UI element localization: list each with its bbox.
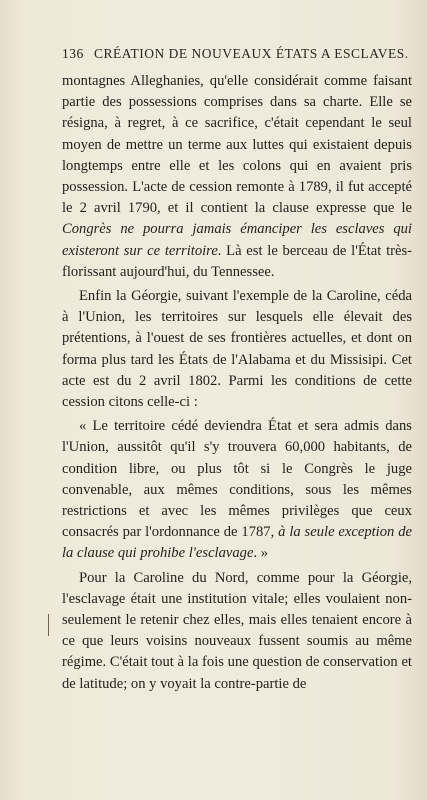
paragraph-1 <box>62 71 412 283</box>
margin-pencil-mark <box>48 614 49 636</box>
emphasized-text: à la seule exception de la clause qui prohibe l'esclavage <box>62 524 412 562</box>
emphasized-text: Congrès ne pourra jamais émanciper les esclaves qui existeront sur ce territoire <box>62 221 412 259</box>
running-title: CRÉATION DE NOUVEAUX ÉTATS A ESCLAVES. <box>94 46 409 61</box>
paragraph-4: Pour la Caroline du Nord, comme pour la Géorgie, l'esclavage était une institution vitale; elles voulaient non-seulement le retenir chez elles, mais elles tenaient encore à ce que leurs voisins nouveaux fussent soumis au même régime. C'était tout à la fois une question de conservation et de latitude; on y voyait la contre-partie de <box>62 569 412 692</box>
paragraph-text: « Le territoire cédé deviendra État et sera admis dans l'Union, aussitôt qu'il s'y trouvera 60,000 habitants, de condition libre, ou plus tôt si le Congrès le juge convenable, aux mêmes conditions, sous les mêmes restrictions et avec les mêmes privilèges que ceux consacrés par l'ordonnance de 1787, <box>62 418 412 541</box>
paragraph-text: montagnes Alleghanies, qu'elle considérait comme faisant partie des possessions comprises dans sa charte. Elle se résigna, à regret, à ce sacrifice, c'était cependant le seul moyen de mettre un terme aux luttes qui existaient depuis longtemps entre elle et les colons qui en avaient pris possession. L'acte de cession remonte à 1789, il fut accepté le 2 avril 1790, et il contient la clause expresse que le <box>62 73 412 217</box>
paragraph-text: . Là est le berceau de l'État très-florissant aujourd'hui, du Tennessee. <box>62 242 412 280</box>
paragraph-3-quote <box>62 416 412 564</box>
page-number: 136 <box>62 46 84 61</box>
paragraph-text: . » <box>253 545 269 562</box>
page-body <box>62 71 412 695</box>
paragraph-2: Enfin la Géorgie, suivant l'exemple de la Caroline, céda à l'Union, les territoires sur lesquels elle élevait des prétentions, à l'ouest de ses frontières actuelles, et dont on forma plus tard les États de l'Alabama et du Missisipi. Cet acte est du 2 avril 1802. Parmi les conditions de cette cession citons celle-ci : <box>62 288 412 411</box>
page-header <box>62 46 412 66</box>
